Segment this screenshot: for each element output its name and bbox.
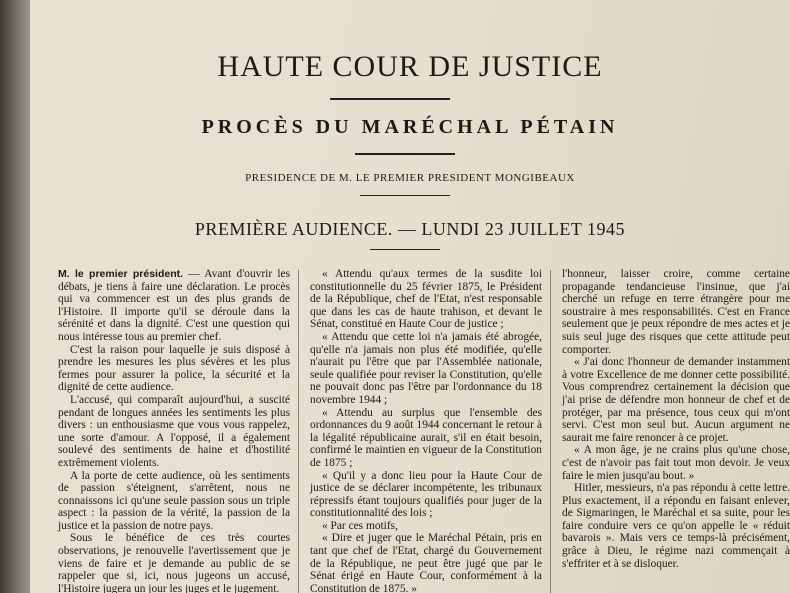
presidence-line: PRESIDENCE DE M. LE PREMIER PRESIDENT MONGIBEAUX <box>245 172 575 184</box>
paragraph: Hitler, messieurs, n'a pas répondu à cette lettre. Plus exactement, il a répondu en faisant enlever, de Sigmaringen, le Maréchal et sa suite, pour les faire conduire vers ce qu'on appelle le « réduit bavarois ». Mais vers ce temps-là précisément, grâce à Dieu, le régime nazi commençait à s'effriter et à se disloquer. <box>562 482 790 570</box>
paragraph: « Qu'il y a donc lieu pour la Haute Cour de justice de se déclarer incompétente, les tribunaux répressifs étant toujours qualifiés pour juger de la constitutionnalité des lois ; <box>310 469 542 520</box>
page-title: HAUTE COUR DE JUSTICE <box>217 50 603 83</box>
speaker-name: M. le premier président. <box>58 268 184 280</box>
paragraph: « Attendu que cette loi n'a jamais été abrogée, qu'elle n'a jamais non plus été modifiée, qu'elle n'aurait pu l'être que par l'Assemblée nationale, seule qualifiée pour reviser la Constitution, qu'elle ne pouvait donc pas l'être par l'ordonnance du 18 novembre 1944 ; <box>310 330 542 406</box>
paragraph: L'accusé, qui comparaît aujourd'hui, a suscité pendant de longues années les sentiments les plus divers : un enthousiasme que vous vous rappelez, une sorte d'amour. A l'opposé, il a également soulevé des sentiments de haine et d'hostilité extrêmement violents. <box>58 393 290 469</box>
paragraph: Sous le bénéfice de ces très courtes observations, je renouvelle l'avertissement que je viens de faire et je demande au public de se rappeler que si, ici, nous jugeons un accusé, l'Histoire jugera un jour les juges et le jugement. <box>58 532 290 593</box>
page-subtitle: PROCÈS DU MARÉCHAL PÉTAIN <box>201 116 619 138</box>
column-divider <box>298 270 299 593</box>
paragraph: l'honneur, laisser croire, comme certaine propagande tendancieuse l'insinue, que j'ai cherché un refuge en terre étrangère pour me soustraire à mes responsabilités. C'est en France seulement que je peux répondre de mes actes et je suis seul juge des risques que cette attitude peut comporter. <box>562 268 790 356</box>
paragraph: « Dire et juger que le Maréchal Pétain, pris en tant que chef de l'Etat, chargé du Gouvernement de la République, ne peut être jugé que par le Sénat érigé en Haute Cour, conformément à la Constitution de 1875. » <box>310 532 542 593</box>
paragraph: M. le premier président. — Avant d'ouvrir les débats, je tiens à faire une déclaration. Le procès qui va commencer est un des plus grands de l'Histoire. Il importe qu'il se déroule dans la sérénité et dans la dignité. C'est une question qui nous intéresse tous au premier chef. <box>58 268 290 343</box>
audience-heading: PREMIÈRE AUDIENCE. — LUNDI 23 JUILLET 1945 <box>194 219 626 239</box>
paragraph: A la porte de cette audience, où les sentiments de passion s'éteignent, s'arrêtent, nous ne connaissons ici qu'une seule passion sous un triple aspect : la passion de la vérité, la passion de la justice et la passion de notre pays. <box>58 469 290 532</box>
paragraph: « Attendu au surplus que l'ensemble des ordonnances du 9 août 1944 concernant le retour à la légalité républicaine aurait, s'il en était besoin, confirmé le maintien en vigueur de la Constitution de 1875 ; <box>310 406 542 469</box>
newspaper-page <box>30 0 790 593</box>
text-column-3 <box>562 268 790 570</box>
paragraph: « Attendu qu'aux termes de la susdite loi constitutionnelle du 25 février 1875, le Président de la République, chef de l'Etat, n'est responsable que dans les cas de haute trahison, et devant le Sénat, constitué en Haute Cour de justice ; <box>310 268 542 331</box>
paragraph: « Par ces motifs, <box>322 519 398 532</box>
audience-rule <box>370 249 440 250</box>
text-column-1 <box>58 268 290 593</box>
paragraph: « A mon âge, je ne crains plus qu'une chose, c'est de n'avoir pas fait tout mon devoir. Je veux faire le mien jusqu'au bout. » <box>562 444 790 482</box>
subtitle-rule <box>355 153 455 155</box>
paragraph: « J'ai donc l'honneur de demander instamment à votre Excellence de me donner cette possibilité. Vous comprendrez certainement la décision que j'ai prise de défendre mon honneur de chef et de protéger, par ma présence, tous ceux qui m'ont servi. C'est mon seul but. Aucun argument ne saurait me faire renoncer à ce projet. <box>562 356 790 444</box>
column-divider <box>550 270 551 593</box>
presidence-rule <box>360 195 450 196</box>
book-spine-shadow <box>0 0 30 593</box>
title-rule <box>330 98 450 100</box>
text-column-2 <box>310 268 542 593</box>
paragraph: C'est la raison pour laquelle je suis disposé à prendre les mesures les plus sévères et les plus fermes pour assurer la police, la sécurité et la dignité de cette audience. <box>58 343 290 394</box>
